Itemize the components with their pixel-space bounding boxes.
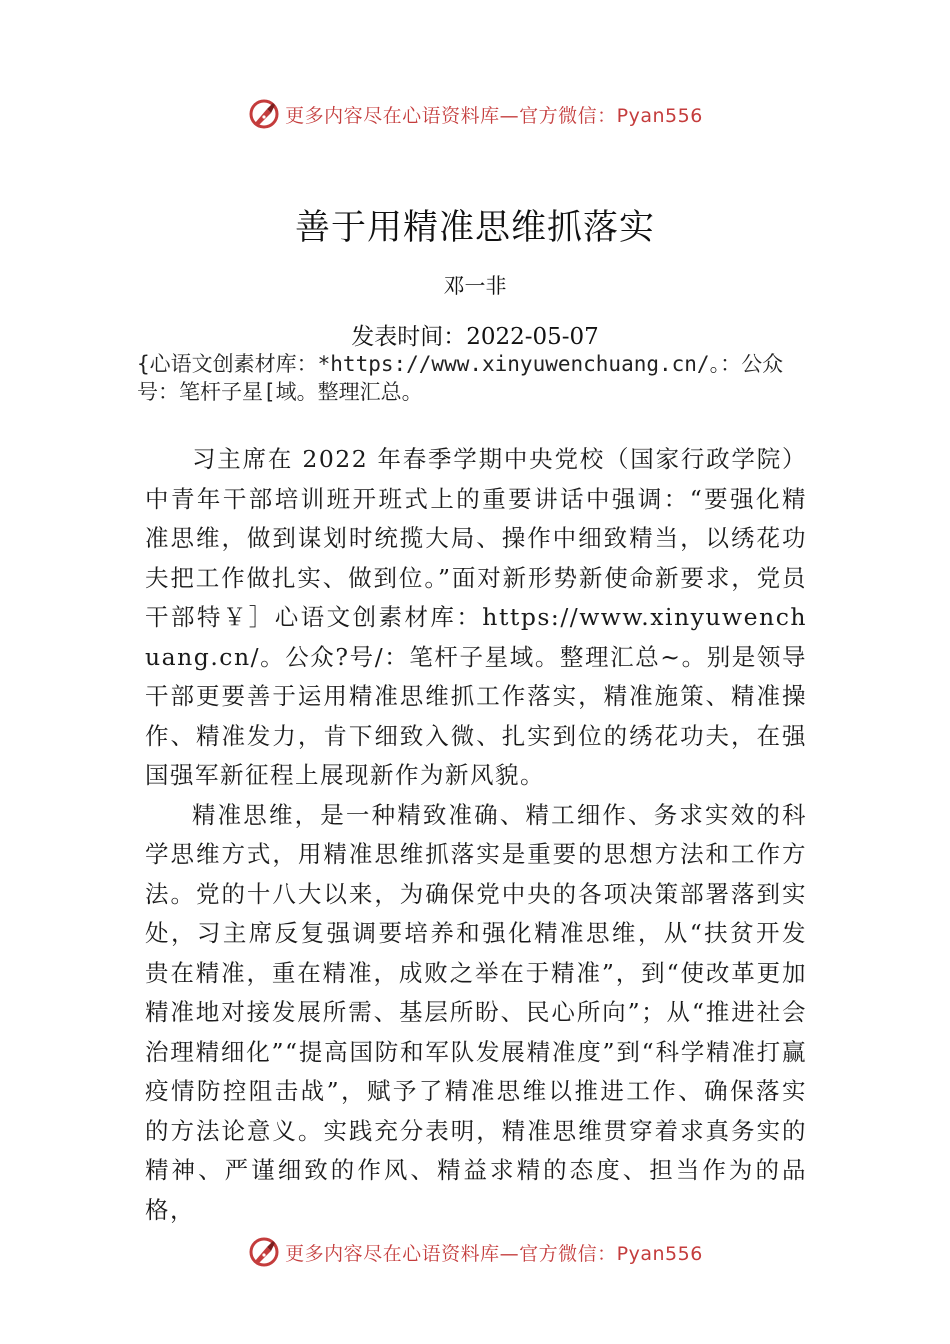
source-note: {心语文创素材库：*https://www.xinyuwenchuang.cn/。：公众号：笔杆子星[域。整理汇总。 [137, 352, 784, 404]
article-author: 邓一非 [443, 274, 507, 298]
pen-nib-logo-icon [247, 97, 281, 131]
header-banner-text: 更多内容尽在心语资料库—官方微信：Pyan556 [285, 104, 703, 127]
header-banner [0, 94, 950, 134]
footer-banner-text: 更多内容尽在心语资料库—官方微信：Pyan556 [285, 1242, 703, 1265]
publish-time: 发表时间：2022-05-07 [351, 324, 599, 350]
article-title: 善于用精准思维抓落实 [294, 208, 655, 248]
body-paragraph-2: 精准思维，是一种精致准确、精工细作、务求实效的科学思维方式，用精准思维抓落实是重要的思想方法和工作方法。党的十八大以来，为确保党中央的各项决策部署落到实处，习主席反复强调要培养和强化精准思维，从“扶贫开发贵在精准，重在精准，成败之举在于精准”，到“使改革更加精准地对接发展所需、基层所盼、民心所向”；从“推进社会治理精细化”“提高国防和军队发展精准度”到“科学精准打赢疫情防控阻击战”，赋予了精准思维以推进工作、确保落实的方法论意义。实践充分表明，精准思维贯穿着求真务实的精神、严谨细致的作风、精益求精的态度、担当作为的品格， [145, 800, 807, 1224]
article-body [145, 440, 807, 1230]
pen-nib-logo-icon [247, 1235, 281, 1269]
footer-banner [0, 1232, 950, 1272]
body-paragraph-1: 习主席在 2022 年春季学期中央党校（国家行政学院）中青年干部培训班开班式上的重要讲话中强调：“要强化精准思维，做到谋划时统揽大局、操作中细致精当，以绣花功夫把工作做扎实、做到位。”面对新形势新使命新要求，党员干部特￥］心语文创素材库：https://www.xinyuwenchuang.cn/。公众?号/：笔杆子星域。整理汇总~。别是领导干部更要善于运用精准思维抓工作落实，精准施策、精准操作、精准发力，肯下细致入微、扎实到位的绣花功夫，在强国强军新征程上展现新作为新风貌。 [145, 445, 807, 789]
